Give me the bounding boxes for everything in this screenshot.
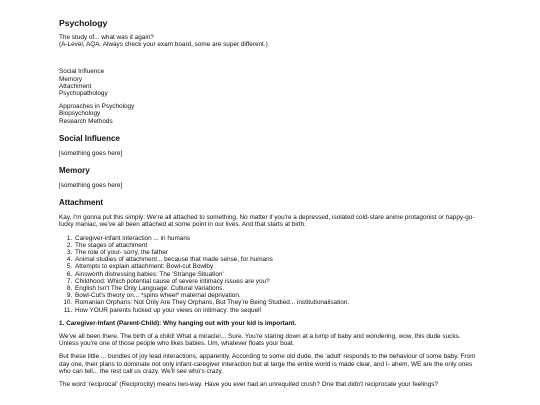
page-title: Psychology (59, 18, 108, 28)
paragraph: We've all been there. The birth of a child! What a miracle!... Sure. You're staring down at a lump of baby and wondering, wow, this dude sucks. Unless you're one of those people who likes babies. Um, whatever floats your boat. (59, 333, 461, 348)
attachment-topic-list (59, 235, 479, 314)
list-item: 1. Caregiver-infant interaction ... in humans (74, 235, 479, 242)
list-item: 11. How YOUR parents fucked up your views on intimacy: the sequel! (74, 307, 479, 314)
list-item: 8. English Isn't The Only Language: Cultural Variations. (74, 285, 479, 292)
list-item: 9. Bowl-Cut's theory on... *spins wheel* maternal deprivation. (74, 292, 479, 299)
list-item: 4. Animal studies of attachment... because that made sense, for humans (74, 256, 479, 263)
table-of-contents (59, 68, 479, 97)
toc-link-social-influence[interactable]: Social Influence (59, 68, 105, 76)
section-placeholder: [something goes here] (59, 182, 123, 190)
subsection-heading: 1. Caregiver-Infant (Parent-Child): Why hanging out with your kid is important. (59, 319, 297, 327)
intro-line: (A-Level, AQA. Always check your exam board, some are super different.) (59, 41, 268, 49)
section-heading-attachment: Attachment (59, 198, 104, 208)
toc-link-biopsychology[interactable]: Biopsychology (59, 110, 101, 118)
section-heading-memory: Memory (59, 166, 90, 176)
table-of-contents-secondary (59, 103, 479, 125)
toc-link-memory[interactable]: Memory (59, 75, 83, 83)
toc-link-approaches[interactable]: Approaches in Psychology (59, 103, 135, 111)
section-placeholder: [something goes here] (59, 149, 123, 157)
toc-link-research-methods[interactable]: Research Methods (59, 117, 113, 125)
list-item: 10. Romanian Orphans: Not Only Are They Orphans, But They're Being Studied... institutionalisation. (74, 299, 479, 306)
section-heading-social-influence: Social Influence (59, 133, 120, 143)
toc-link-attachment[interactable]: Attachment (59, 82, 92, 90)
paragraph: But these little ... bundles of joy lead interactions, apparently. According to some old dude, the 'adult' responds to the behaviour of some baby. From day one, their plans to dominate not only infant-caregiver interaction but at large the entire world is made clear, and I- ahem, WE are the only ones who can tell... the rest call us crazy. We'll see who's crazy. (59, 353, 476, 375)
paragraph: The word 'reciprocal' (Reciprocity) means two-way. Have you ever had an unrequited crush? One that didn't reciprocate your feelings? (59, 381, 439, 389)
list-item: 2. The stages of attachment (74, 242, 479, 249)
list-item: 3. The role of your- sorry, the father (74, 249, 479, 256)
list-item: 5. Attempts to explain attachment: Bowl-cut Bowlby (74, 263, 479, 270)
attachment-intro: Kay, I'm gonna put this simply: We're all attached to something. No matter if you're a depressed, isolated cold-stare anime protagonist or happy-go-lucky maniac, we've all been attached at some point in our lives. And that starts at birth. (59, 214, 475, 229)
toc-link-psychopathology[interactable]: Psychopathology (59, 90, 108, 98)
list-item: 6. Ainsworth distressing babies: The 'Strange Situation' (74, 271, 479, 278)
intro-line: The study of... what was it again? (59, 34, 154, 41)
list-item: 7. Childhood: Which potential cause of severe intimacy issues are you? (74, 278, 479, 285)
